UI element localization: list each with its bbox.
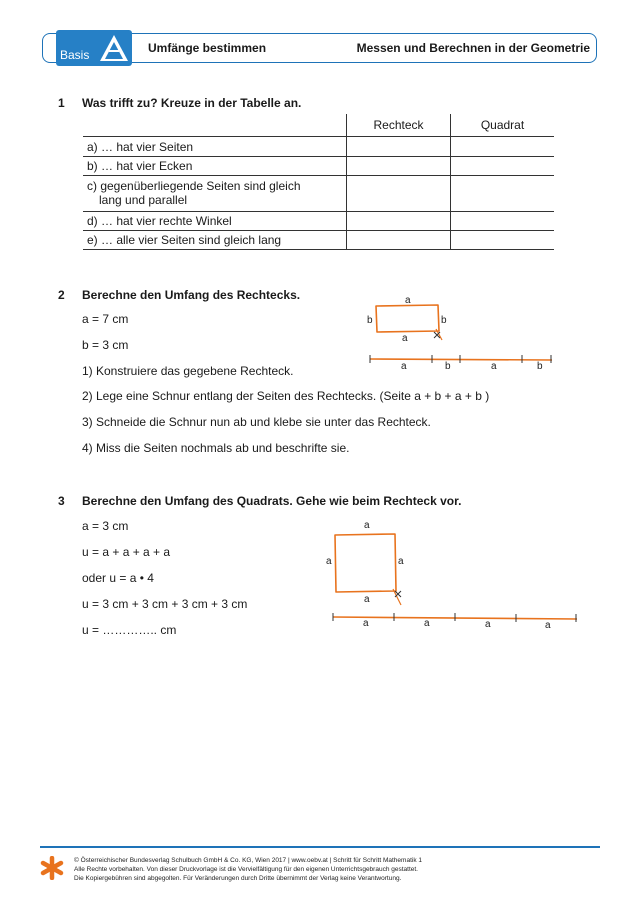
table-header-row (83, 114, 554, 137)
task3-title: Berechne den Umfang des Quadrats. Gehe wie beim Rechteck vor. (82, 494, 462, 508)
task3-formula: u = a + a + a + a (82, 545, 171, 559)
footer-line: Die Kopiergebühren sind abgegolten. Für Veränderungen durch Dritte übernimmt der Verlag keine Verantwortung. (74, 875, 402, 882)
square-label-top: a (364, 520, 370, 531)
task2-title: Berechne den Umfang des Rechtecks. (82, 288, 301, 302)
string-end (393, 589, 401, 605)
square-label-bottom: a (364, 594, 370, 605)
task3-answer-blank[interactable]: u = ………….. cm (82, 623, 177, 637)
checkbox-table (83, 114, 554, 250)
orange-rectangle (376, 305, 439, 332)
rechteck-cell[interactable] (347, 176, 451, 212)
footer-line: Alle Rechte vorbehalten. Von dieser Druckvorlage ist die Vervielfältigung für den eigenen Unterrichtsgebrauch gestattet. (74, 866, 418, 873)
task2-step-4: 4) Miss die Seiten nochmals ab und beschrifte sie. (82, 441, 350, 455)
task2-step-3: 3) Schneide die Schnur nun ab und klebe sie unter das Rechteck. (82, 415, 431, 429)
task2-given-a: a = 7 cm (82, 312, 129, 326)
level-badge-label: Basis (60, 48, 90, 62)
rechteck-cell[interactable] (347, 231, 451, 250)
quadrat-cell[interactable] (451, 157, 555, 176)
rect-label-bottom: a (402, 333, 408, 344)
rect-label-right: b (441, 315, 447, 326)
table-header-empty (83, 114, 347, 137)
rechteck-cell[interactable] (347, 212, 451, 231)
line-label: a (485, 619, 491, 630)
line-label: a (363, 618, 369, 629)
square-label-left: a (326, 556, 332, 567)
line-label: b (537, 361, 543, 372)
task1-title: Was trifft zu? Kreuze in der Tabelle an. (82, 96, 302, 110)
chapter-title: Messen und Berechnen in der Geometrie (356, 41, 590, 55)
table-row (83, 176, 554, 212)
line-label: a (545, 620, 551, 631)
quadrat-cell[interactable] (451, 137, 555, 157)
rect-label-top: a (405, 295, 411, 306)
footer-divider (40, 846, 600, 848)
line-label: a (401, 361, 407, 372)
task3-formula-alt: oder u = a • 4 (82, 571, 154, 585)
rect-label-left: b (367, 315, 373, 326)
quadrat-cell[interactable] (451, 176, 555, 212)
row-label-line: lang und parallel (99, 193, 188, 207)
row-label: a) … hat vier Seiten (83, 137, 347, 157)
column-header-quadrat: Quadrat (451, 114, 555, 137)
square-string-figure (325, 525, 585, 630)
line-label: b (445, 361, 451, 372)
triangle-logo-icon (98, 32, 130, 64)
worksheet-title: Umfänge bestimmen (148, 41, 267, 55)
square-label-right: a (398, 556, 404, 567)
rectangle-string-figure (360, 296, 560, 376)
task3-given-a: a = 3 cm (82, 519, 129, 533)
task2-number: 2 (58, 288, 65, 302)
table-row (83, 137, 554, 157)
task2-step-2: 2) Lege eine Schnur entlang der Seiten des Rechtecks. (Seite a + b + a + b ) (82, 389, 490, 403)
footer-copyright (74, 856, 422, 883)
line-label: a (424, 618, 430, 629)
row-label: e) … alle vier Seiten sind gleich lang (83, 231, 347, 250)
task3-number: 3 (58, 494, 65, 508)
table-row (83, 157, 554, 176)
publisher-star-icon (40, 856, 64, 880)
rechteck-cell[interactable] (347, 157, 451, 176)
row-label: b) … hat vier Ecken (83, 157, 347, 176)
task2-given-b: b = 3 cm (82, 338, 129, 352)
row-label-line: c) gegenüberliegende Seiten sind gleich (87, 179, 301, 193)
row-label-multiline (83, 176, 347, 212)
table-row (83, 212, 554, 231)
line-label: a (491, 361, 497, 372)
footer-line: © Österreichischer Bundesverlag Schulbuch GmbH & Co. KG, Wien 2017 | www.oebv.at | Schritt für Schritt Mathematik 1 (74, 857, 422, 864)
task1-number: 1 (58, 96, 65, 110)
row-label: d) … hat vier rechte Winkel (83, 212, 347, 231)
orange-square (335, 534, 396, 592)
table-row (83, 231, 554, 250)
column-header-rechteck: Rechteck (347, 114, 451, 137)
task2-step-1: 1) Konstruiere das gegebene Rechteck. (82, 364, 294, 378)
string-line (370, 359, 552, 360)
quadrat-cell[interactable] (451, 212, 555, 231)
rechteck-cell[interactable] (347, 137, 451, 157)
task3-calculation: u = 3 cm + 3 cm + 3 cm + 3 cm (82, 597, 248, 611)
quadrat-cell[interactable] (451, 231, 555, 250)
